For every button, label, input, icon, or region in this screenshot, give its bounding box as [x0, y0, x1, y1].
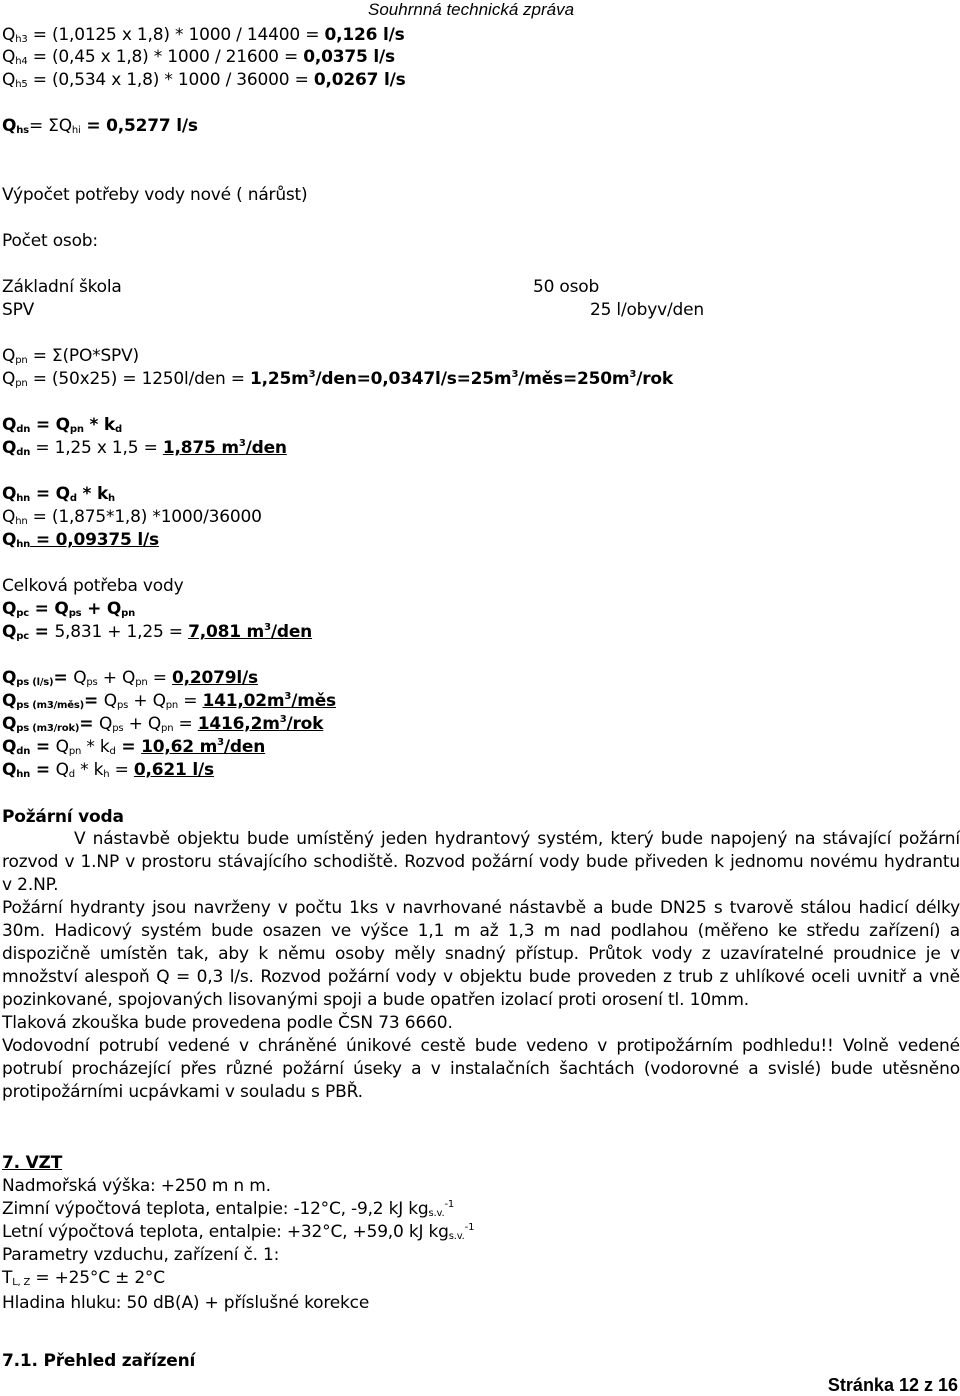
qps-year-line: $Q_{ps (m3/rok)}= Q_{ps} + Q_{pn} = 1416,2m^3/rok$	[2, 714, 324, 734]
qhs-line: $Q_{hs}= \Sigma Q_{hi} = 0,5277$ l/s	[2, 116, 198, 136]
fire-water-text	[2, 828, 960, 1104]
vzt-heading: 7. VZT	[2, 1153, 63, 1173]
qdn-formula: $Q_{dn} = Q_{pn} * k_d$	[2, 415, 122, 435]
winter-temp-line: Zimní výpočtová teplota, entalpie: -12°C, -9,2 kJ $kg_{s.v.}^{-1}$	[2, 1199, 455, 1219]
qps-ls-line: $Q_{ps (l/s)}= Q_{ps} + Q_{pn} = 0,2079l/s$	[2, 668, 258, 688]
qh5-line: $Q_{h5} = (0,534$ x 1,8) * 1000 / 36000 = 0,0267 l/s	[2, 70, 406, 90]
summer-temp-line: Letní výpočtová teplota, entalpie: +32°C, +59,0 kJ $kg_{s.v.}^{-1}$	[2, 1222, 475, 1242]
total-demand-heading: Celková potřeba vody	[2, 576, 184, 596]
school-label: Základní škola	[2, 277, 122, 297]
fire-water-heading: Požární voda	[2, 807, 124, 827]
school-value: 50 osob	[533, 277, 600, 297]
fire-paragraph-3: Tlaková zkouška bude provedena podle ČSN 73 6660.	[2, 1013, 453, 1033]
qps-month-line: $Q_{ps (m3/měs)}= Q_{ps} + Q_{pn}$ = $141,02m^3$/měs	[2, 691, 336, 711]
equipment-overview-heading: 7.1. Přehled zařízení	[2, 1351, 196, 1371]
qpc-result: $Q_{pc} = 5,831 + 1,25 = 7,081$ $m^3$/den	[2, 622, 313, 642]
qh4-line: $Q_{h4} = (0,45$ x 1,8) * 1000 / 21600 = 0,0375 l/s	[2, 47, 395, 67]
spv-label: SPV	[2, 300, 35, 320]
page-header-title: Souhrnná technická zpráva	[368, 0, 575, 19]
qhn-summary-line: $Q_{hn} = Q_d * k_h = 0,621$ l/s	[2, 760, 214, 780]
qhn-calc: $Q_{hn} = (1,875*1,8)$ *1000/36000	[2, 507, 262, 527]
air-params-line: Parametry vzduchu, zařízení č. 1:	[2, 1245, 280, 1265]
qpc-formula: $Q_{pc} = Q_{ps} + Q_{pn}$	[2, 599, 136, 619]
qhn-formula: $Q_{hn} = Q_d * k_h$	[2, 484, 115, 504]
noise-line: Hladina hluku: 50 dB(A) + příslušné korekce	[2, 1293, 370, 1313]
page-number: Stránka 12 z 16	[827, 1375, 958, 1395]
fire-paragraph-4: Vodovodní potrubí vedené v chráněné únikové cestě bude vedeno v protipožárním podhledu!! Volně vedené potrubí procházející přes různé požární úseky a v instalačních šachtách (vodorovné a svislé) bude utěsněno protipožárními ucpávkami v souladu s PBŘ.	[2, 1036, 960, 1102]
temperature-line: $T_{L, Z} = +25^\circ C \pm 2^\circ C$	[2, 1268, 165, 1288]
qhn-result: $Q_{hn} = 0,09375$ l/s	[2, 530, 159, 550]
qdn-summary-line: $Q_{dn} = Q_{pn} * k_d = 10,62$ $m^3$/den	[2, 737, 266, 757]
altitude-line: Nadmořská výška: +250 m n m.	[2, 1176, 271, 1196]
qdn-result: $Q_{dn} = 1,25$ x 1,5 = 1,875 $m^3$/den	[2, 438, 287, 458]
qpn-formula: $Q_{pn} = \Sigma(PO*SPV)$	[2, 346, 139, 366]
persons-label: Počet osob:	[2, 231, 98, 251]
qh3-line: $Q_{h3} = (1,0125$ x 1,8) * 1000 / 14400 = 0,126 l/s	[2, 25, 405, 45]
fire-paragraph-2: Požární hydranty jsou navrženy v počtu 1ks v navrhované nástavbě a bude DN25 s tvarově stálou hadicí délky 30m. Hadicový systém bude osazen ve výšce 1,1 m až 1,3 m nad podlahou (měřeno ke středu zařízení) a dispozičně umístěn tak, aby k němu osoby měly snadný přístup. Průtok vody z uzavíratelné proudnice je v množství alespoň Q = 0,3 l/s. Rozvod požární vody v objektu bude proveden z trub z uhlíkové oceli uvnitř a vně pozinkované, spojovaných lisovanými spoji a bude opatřen izolací proti orosení tl. 10mm.	[2, 898, 960, 1010]
spv-value: 25 l/obyv/den	[590, 300, 704, 320]
new-demand-heading: Výpočet potřeby vody nové ( nárůst)	[2, 185, 308, 205]
fire-paragraph-1: V nástavbě objektu bude umístěný jeden hydrantový systém, který bude napojený na stávající požární rozvod v 1.NP v prostoru stávajícího schodiště. Rozvod požární vody bude přiveden k jednomu novému hydrantu v 2.NP.	[2, 829, 960, 895]
qpn-result: $Q_{pn} = (50x25) = 1250l/den$ = $1,25m^3/den=0,0347l/s=25m^3/měs=250m^3$/rok	[2, 369, 673, 389]
